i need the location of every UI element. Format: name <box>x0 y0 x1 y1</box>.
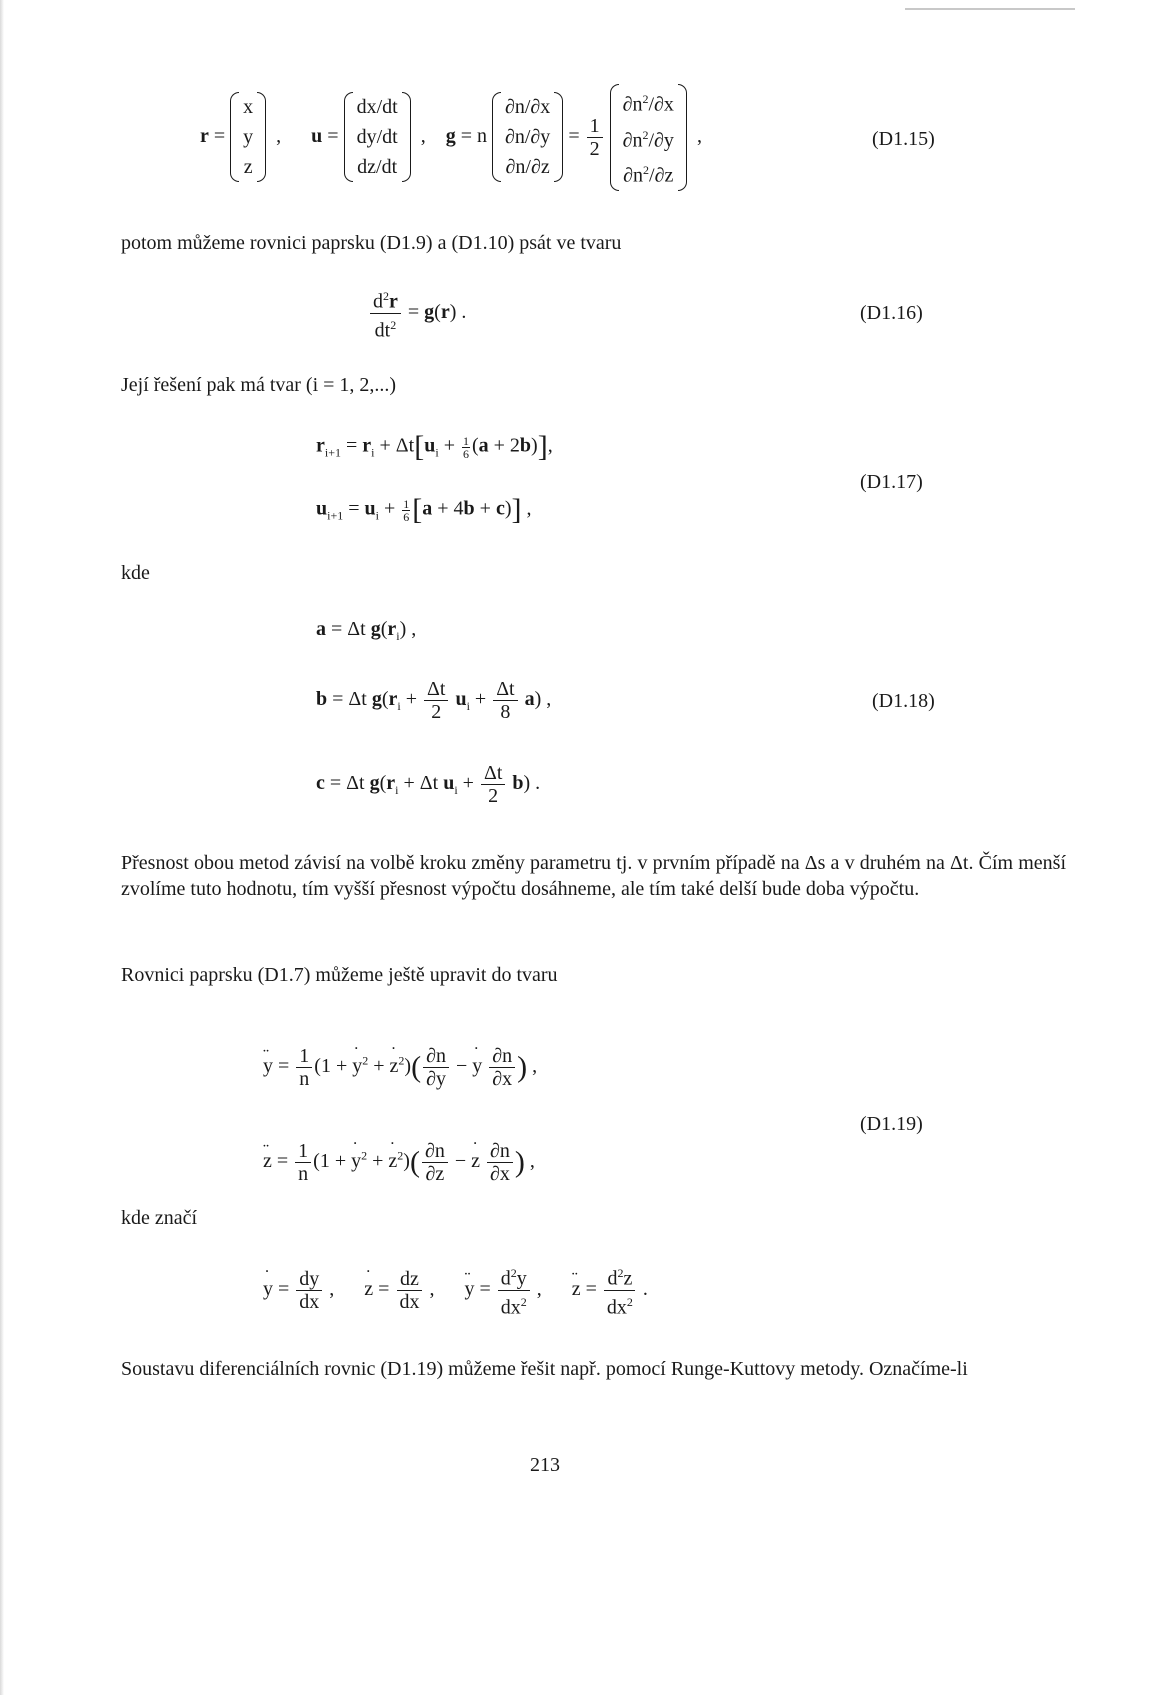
equation-d118-a: a = Δt $g(r_i)$ , <box>316 618 417 643</box>
eq-label-d116: (D1.16) <box>860 302 923 324</box>
text-kde: kde <box>121 562 150 584</box>
eq-label-d119: (D1.19) <box>860 1113 923 1135</box>
equation-derivatives: y ˙ = $\frac{dy}{dx}$ , z ˙ = $\frac{dz}{dx}$ , y ¨ = $\frac{d^2y}{dx^2}$ , z ¨ = $\frac{d^2z}{dx^2}$ . <box>263 1262 648 1318</box>
equation-d119-y: y ¨ = $\frac{1}{n}$ (1 + y ˙$^2$ + z ˙$^2$)( $\frac{\partial n}{\partial y}$ − y ˙ $\frac{\partial n}{\partial x}$ ) , <box>263 1045 537 1090</box>
text-line1: potom můžeme rovnici paprsku (D1.9) a (D1.10) psát ve tvaru <box>121 232 622 254</box>
equation-d117-u: $u_{i+1} = u_i$ + $\frac{1}{6}$ [a + 4b + c)] , <box>316 493 532 526</box>
top-rule <box>905 8 1075 10</box>
text-kde-znaci: kde značí <box>121 1207 198 1229</box>
text-line2: Její řešení pak má tvar (i = 1, 2,...) <box>121 374 397 396</box>
text-line-ray: Rovnici paprsku (D1.7) můžeme ještě upravit do tvaru <box>121 964 558 986</box>
equation-d117-r: $r_{i+1} = r_i + \Delta t[u_i$ + $\frac{1}{6}$ (a + 2b)], <box>316 430 553 463</box>
paragraph-accuracy: Přesnost obou metod závisí na volbě kroku změny parametru tj. v prvním případě na Δs a v druhém na Δt. Čím menší zvolíme tuto hodnotu, tím vyšší přesnost výpočtu dosáhneme, ale tím také delší bude doba výpočtu. <box>121 852 1066 900</box>
equation-d119-z: z ¨ = $\frac{1}{n}$ (1 + y ˙$^2$ + z ˙$^2$)( $\frac{\partial n}{\partial z}$ − z ˙ $\frac{\partial n}{\partial x}$ ) , <box>263 1140 535 1185</box>
paragraph-soustava: Soustavu diferenciálních rovnic (D1.19) můžeme řešit např. pomocí Runge-Kuttovy metody. Označíme-li <box>121 1358 968 1380</box>
page-number: 213 <box>530 1454 560 1476</box>
eq-label-d118: (D1.18) <box>872 690 935 712</box>
equation-d116: $\frac{d^2r}{dt^2}$ = g(r) . <box>368 285 466 341</box>
eq-label-d115: (D1.15) <box>872 128 935 150</box>
equation-d118-b: b = Δt $g(r_i$ + $\frac{\Delta t}{2}$ $u_i$ + $\frac{\Delta t}{8}$ a) , <box>316 678 552 723</box>
equation-d115: r = x y z , u = dx/dt dy/dt dz/dt , g = n ∂n/∂x ∂n/∂y ∂n/∂z = $\frac{1}{2}$ $\partial n^2/\partial x$ $\partial n^2/\partial y$ $\partial n^2/\partial z$ , <box>200 84 702 191</box>
scan-edge <box>0 0 4 1695</box>
equation-d118-c: c = Δt $g(r_i + \Delta t$ $u_i$ + $\frac{\Delta t}{2}$ b) . <box>316 762 541 807</box>
eq-label-d117: (D1.17) <box>860 471 923 493</box>
